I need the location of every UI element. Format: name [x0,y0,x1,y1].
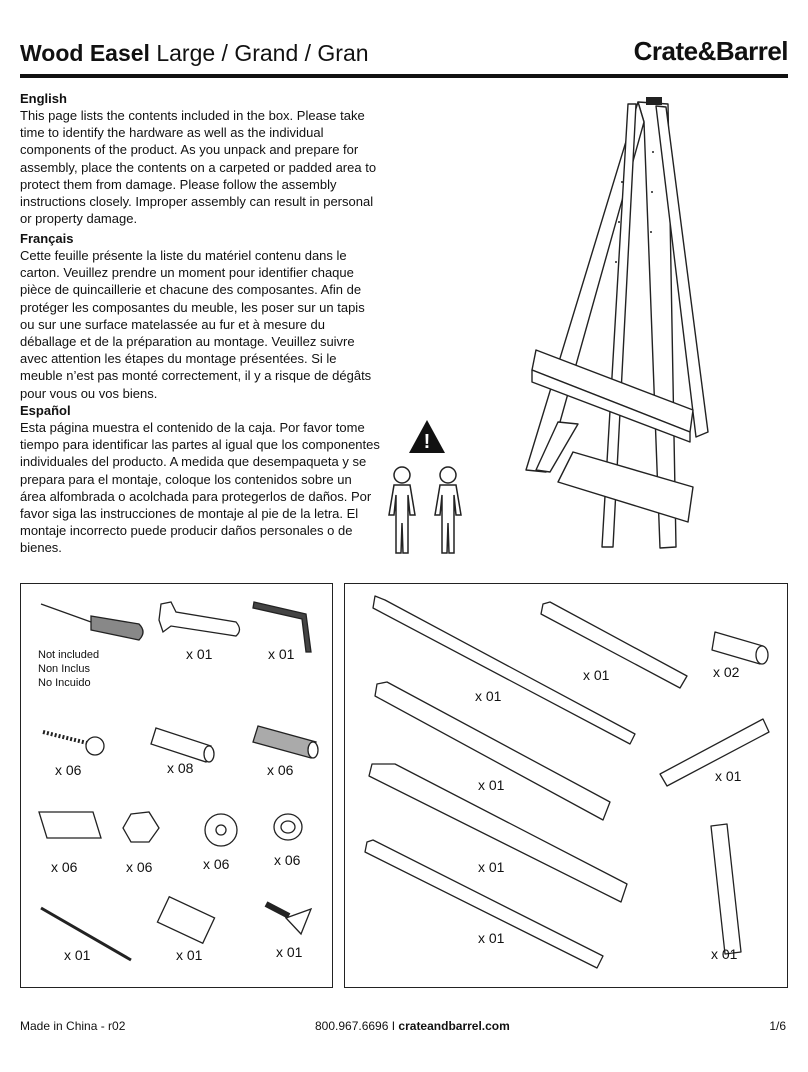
spanish-section [20,402,380,557]
brand-logo: Crate&Barrel [633,36,788,66]
header-rule [20,74,788,78]
screw-icon [43,732,104,755]
knob-qty: x 02 [713,664,740,680]
wing-bolt-qty: x 01 [276,944,303,960]
tray-icon [541,602,687,688]
corner-block-qty: x 06 [51,859,78,875]
not-included-es: No Incuido [38,677,91,689]
product-name: Wood Easel [20,40,150,66]
lock-washer-icon [274,814,302,840]
two-person-warning-icon [375,415,495,560]
not-included-fr: Non Inclus [38,663,90,675]
allen-key-icon [253,602,311,652]
long-leg-qty: x 01 [475,688,502,704]
hinge-qty: x 01 [176,947,203,963]
tapered-leg-qty: x 01 [478,859,505,875]
hinge-icon [157,897,214,944]
english-text: This page lists the contents included in the box. Please take time to identify the hardware as well as the individual components of the product. As you unpack and prepare for assembly, place the contents on a carpeted or padded area to protect them from damage. Please follow the assembly instructions closely. Improper assembly can result in personal or property damage. [20,108,377,227]
wrench-icon [159,602,240,636]
website-link[interactable]: crateandbarrel.com [398,1019,510,1033]
svg-text:!: ! [423,431,431,453]
not-included-note [38,648,99,690]
product-size: Large / Grand / Gran [156,40,369,66]
screw-qty: x 06 [55,762,82,778]
hardware-drawings [21,584,332,987]
threaded-rod-qty: x 01 [64,947,91,963]
made-in-label: Made in China - r02 [20,1019,126,1033]
page-number: 1/6 [769,1019,786,1033]
knob-icon [712,632,768,664]
lock-washer-qty: x 06 [274,852,301,868]
english-section [20,90,380,227]
page-title [20,40,369,67]
parts-drawings [345,584,787,987]
washer-qty: x 06 [203,856,230,872]
dowel-qty: x 08 [167,760,194,776]
wrench-qty: x 01 [186,646,213,662]
drilled-leg-qty: x 01 [478,777,505,793]
post-qty: x 01 [711,946,738,962]
short-bar-qty: x 01 [715,768,742,784]
corner-block-icon [39,812,101,838]
english-heading: English [20,91,67,106]
dowel-icon [151,728,214,762]
french-section [20,230,380,402]
assembled-easel-illustration [518,92,718,562]
spanish-heading: Español [20,403,71,418]
threaded-insert-icon [253,726,318,758]
not-included-en: Not included [38,649,100,661]
spanish-text: Esta página muestra el contenido de la caja. Por favor tome tiempo para identificar las partes al igual que los componentes individuales del producto. A medida que desempaqueta y se prepara para el montaje, coloque los contenidos sobre un área alfombrada o acolchada para protegerlos de daños. Por favor siga las instrucciones de montaje al pie de la letra. El montaje incorrecto puede producir daños personales o de bienes. [20,420,380,556]
washer-icon [205,814,237,846]
parts-panel [344,583,788,988]
phone-number: 800.967.6696 I [315,1019,399,1033]
tray-qty: x 01 [583,667,610,683]
wing-bolt-icon [266,904,311,934]
threaded-insert-qty: x 06 [267,762,294,778]
contact-info [315,1019,510,1033]
hardware-panel [20,583,333,988]
rail-qty: x 01 [478,930,505,946]
screwdriver-icon [41,604,143,640]
nut-qty: x 06 [126,859,153,875]
post-icon [711,824,741,954]
french-heading: Français [20,231,74,246]
allen-key-qty: x 01 [268,646,295,662]
french-text: Cette feuille présente la liste du matériel contenu dans le carton. Veuillez prendre un moment pour identifier chaque pièce de quincaillerie et chacune des composantes. Afin de protéger les composantes du meuble, les poser sur un tapis ou sur une surface matelassée au fur et à mesure du déballage et de la préparation au montage. Veuillez suivre avec attention les étapes du montage présentées. Si le meuble n’est pas monté correctement, il y a risque de dégâts pour vous ou vos biens. [20,248,372,401]
nut-icon [123,812,159,842]
